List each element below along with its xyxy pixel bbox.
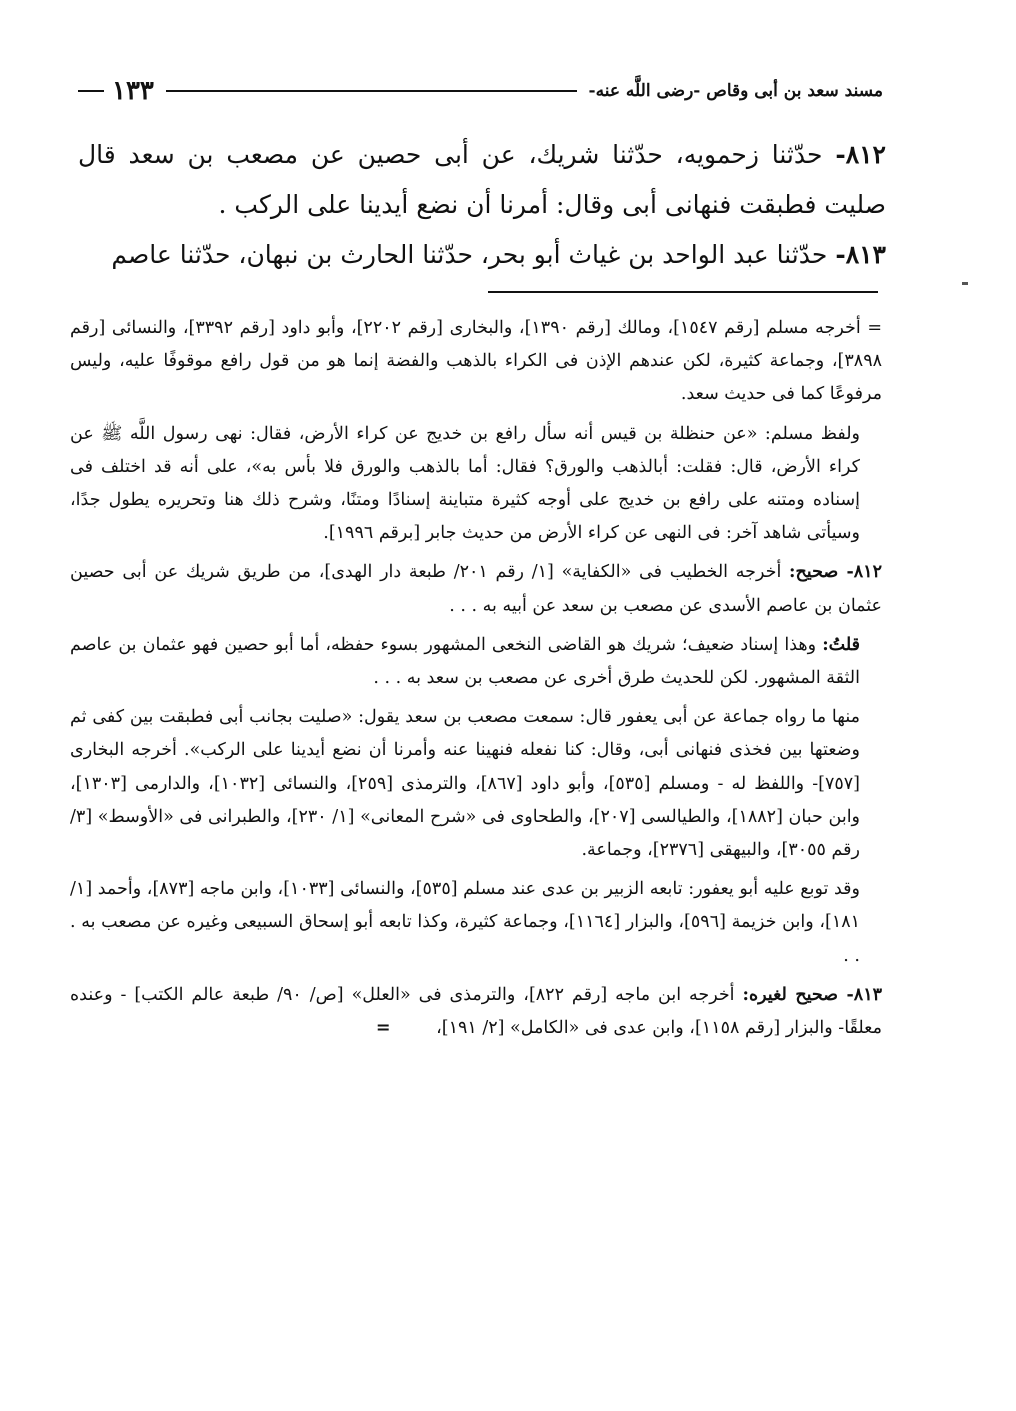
main-text bbox=[78, 130, 886, 280]
footnote-812-text: أخرجه الخطيب فى «الكفاية» [١/ رقم ٢٠١/ طبعة دار الهدى]، من طريق شريك عن أبى حصين عثمان بن عاصم الأسدى عن مصعب بن سعد عن أبيه به . . . bbox=[70, 562, 882, 616]
continued-mark: = bbox=[375, 1018, 391, 1039]
footnotes bbox=[70, 312, 882, 1051]
footnote-continued: = أخرجه مسلم [رقم ١٥٤٧]، ومالك [رقم ١٣٩٠]، والبخارى [رقم ٢٢٠٢]، وأبو داود [رقم ٣٣٩٢]، والنسائى [رقم ٣٨٩٨]، وجماعة كثيرة، لكن عندهم الإذن فى الكراء بالذهب والفضة إنما هو من قول رافع موقوفًا عليه، وليس مرفوعًا كما فى حديث سعد. bbox=[70, 318, 883, 405]
footnote-812-corroboration: وقد توبع عليه أبو يعفور: تابعه الزبير بن عدى عند مسلم [٥٣٥]، والنسائى [١٠٣٣]، وابن ماجه [٨٧٣]، وأحمد [١/ ١٨١]، وابن خزيمة [٥٩٦]، والبزار [١١٦٤]، وجماعة كثيرة، وكذا تابعه أبو إسحاق السبيعى وغيره عن مصعب به . . . bbox=[70, 879, 861, 966]
footnote-muslim-wording: ولفظ مسلم: «عن حنظلة بن قيس أنه سأل رافع بن خديج عن كراء الأرض، فقال: نهى رسول اللَّه ﷺ عن كراء الأرض، قال: فقلت: أبالذهب والورق؟ فقال: أما بالذهب والورق فلا بأس به»، على أنه قد اختلف فى إسناده ومتنه على رافع بن خديج على أوجه كثيرة متباينة إسنادًا ومتنًا، وشرح ذلك هنا وتحريره يطول جدًا، وسيأتى شاهد آخر: فى النهى عن كراء الأرض من حديث جابر [برقم ١٩٩٦]. bbox=[70, 423, 860, 544]
footnote-812-other-routes: منها ما رواه جماعة عن أبى يعفور قال: سمعت مصعب بن سعد يقول: «صليت بجانب أبى فطبقت بين كفى ثم وضعتها بين فخذى فنهانى أبى، وقال: كنا نفعله فنهينا عنه وأمرنا أن نضع أيدينا على الركب». أخرجه البخارى [٧٥٧]- واللفظ له - ومسلم [٥٣٥]، وأبو داود [٨٦٧]، والترمذى [٢٥٩]، والنسائى [١٠٣٢]، والدارمى [١٣٠٣]، وابن حبان [١٨٨٢]، والطيالسى [٢٠٧]، والطحاوى فى «شرح المعانى» [١/ ٢٣٠]، والطبرانى فى «الأوسط» [٣/ رقم ٣٠٥٥]، والبيهقى [٢٣٧٦]، وجماعة. bbox=[70, 707, 861, 861]
header-dash bbox=[78, 90, 104, 92]
hadith-812-text: حدّثنا زحمويه، حدّثنا شريك، عن أبى حصين عن مصعب بن سعد قال صليت فطبقت فنهانى أبى وقال: أمرنا أن نضع أيدينا على الركب . bbox=[78, 140, 886, 219]
footnote-813 bbox=[70, 979, 882, 1045]
page-number: ١٣٣ bbox=[112, 76, 154, 106]
running-header bbox=[78, 74, 883, 108]
footnote-813-text: أخرجه ابن ماجه [رقم ٨٢٢]، والترمذى فى «العلل» [ص/ ٩٠/ طبعة عالم الكتب] - وعنده معلقًا- والبزار [رقم ١١٥٨]، وابن عدى فى «الكامل» [٢/ ١٩١]، bbox=[70, 984, 882, 1039]
footnote-separator bbox=[488, 291, 878, 293]
footnote-812-comment-text: وهذا إسناد ضعيف؛ شريك هو القاضى النخعى المشهور بسوء حفظه، أما أبو حصين فهو عثمان بن عاصم الثقة المشهور. لكن للحديث طرق أخرى عن مصعب بن سعد به . . . bbox=[70, 634, 860, 689]
hadith-812-number: ٨١٢- bbox=[835, 140, 886, 169]
footnote-812-comment-label: قلتُ: bbox=[822, 634, 860, 655]
header-title: مسند سعد بن أبى وقاص -رضى اللَّه عنه- bbox=[588, 81, 883, 101]
footnote-813-label: ٨١٣- صحيح لغيره: bbox=[742, 984, 882, 1005]
footnote-812-comment bbox=[70, 629, 882, 695]
footnote-812 bbox=[70, 556, 882, 622]
hadith-813-text: حدّثنا عبد الواحد بن غياث أبو بحر، حدّثنا الحارث بن نبهان، حدّثنا عاصم bbox=[111, 240, 828, 269]
hadith-812 bbox=[78, 130, 886, 230]
header-rule bbox=[166, 90, 577, 92]
hadith-813-number: ٨١٣- bbox=[835, 240, 886, 269]
footnote-812-label: ٨١٢- صحيح: bbox=[789, 562, 882, 583]
stray-mark bbox=[962, 282, 968, 285]
hadith-813 bbox=[78, 230, 886, 280]
